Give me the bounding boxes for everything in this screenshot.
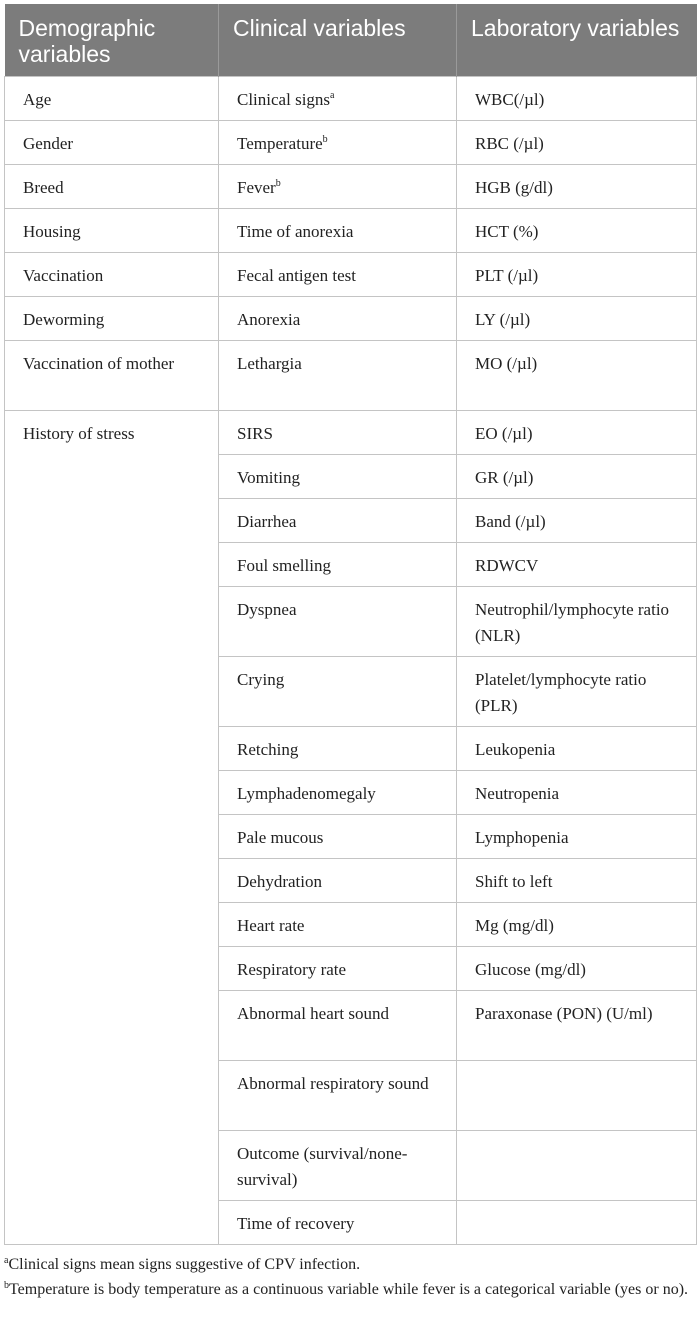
demographic-cell: Age — [5, 77, 219, 121]
clinical-cell: Lymphadenomegaly — [219, 771, 457, 815]
laboratory-cell: RDWCV — [457, 543, 697, 587]
demographic-cell: History of stress — [5, 411, 219, 1245]
laboratory-cell: Glucose (mg/dl) — [457, 947, 697, 991]
clinical-cell: Fecal antigen test — [219, 253, 457, 297]
laboratory-cell: PLT (/µl) — [457, 253, 697, 297]
clinical-cell: Pale mucous — [219, 815, 457, 859]
table-row — [5, 297, 697, 341]
laboratory-cell: Band (/µl) — [457, 499, 697, 543]
laboratory-cell: MO (/µl) — [457, 341, 697, 411]
clinical-cell-text: Clinical signs — [237, 90, 331, 109]
table-row — [5, 209, 697, 253]
table-footnotes — [4, 1253, 696, 1302]
clinical-cell: Time of anorexia — [219, 209, 457, 253]
header-clinical: Clinical variables — [219, 4, 457, 77]
laboratory-cell: HCT (%) — [457, 209, 697, 253]
footnote-text: Temperature is body temperature as a continuous variable while fever is a categorical variable (yes or no). — [9, 1281, 689, 1298]
clinical-cell: Outcome (survival/none-survival) — [219, 1131, 457, 1201]
clinical-cell — [219, 165, 457, 209]
footnote-mark: b — [275, 178, 281, 189]
clinical-cell: Diarrhea — [219, 499, 457, 543]
clinical-cell — [219, 77, 457, 121]
table-header-row — [5, 4, 697, 77]
clinical-cell: Heart rate — [219, 903, 457, 947]
header-demographic: Demographic variables — [5, 4, 219, 77]
demographic-cell: Vaccination — [5, 253, 219, 297]
table-row — [5, 165, 697, 209]
laboratory-cell-empty — [457, 1061, 697, 1131]
table-row — [5, 341, 697, 411]
laboratory-cell-empty — [457, 1131, 697, 1201]
demographic-cell: Gender — [5, 121, 219, 165]
clinical-cell: Respiratory rate — [219, 947, 457, 991]
laboratory-cell: Leukopenia — [457, 727, 697, 771]
laboratory-cell: Shift to left — [457, 859, 697, 903]
footnote-mark: b — [322, 134, 328, 145]
laboratory-cell: EO (/µl) — [457, 411, 697, 455]
demographic-cell: Deworming — [5, 297, 219, 341]
footnote-marker: b — [4, 1280, 9, 1291]
laboratory-cell: Paraxonase (PON) (U/ml) — [457, 991, 697, 1061]
clinical-cell: Abnormal heart sound — [219, 991, 457, 1061]
demographic-cell: Housing — [5, 209, 219, 253]
clinical-cell-text: Temperature — [237, 134, 323, 153]
laboratory-cell: Platelet/lymphocyte ratio (PLR) — [457, 657, 697, 727]
laboratory-cell: WBC(/µl) — [457, 77, 697, 121]
clinical-cell: Time of recovery — [219, 1201, 457, 1245]
table-row — [5, 77, 697, 121]
clinical-cell: Dehydration — [219, 859, 457, 903]
table-row — [5, 253, 697, 297]
clinical-cell-text: Fever — [237, 178, 276, 197]
table-row — [5, 121, 697, 165]
laboratory-cell: GR (/µl) — [457, 455, 697, 499]
clinical-cell: Anorexia — [219, 297, 457, 341]
clinical-cell: Retching — [219, 727, 457, 771]
demographic-cell: Breed — [5, 165, 219, 209]
laboratory-cell-empty — [457, 1201, 697, 1245]
footnote — [4, 1278, 690, 1302]
laboratory-cell: HGB (g/dl) — [457, 165, 697, 209]
footnote-marker: a — [4, 1255, 9, 1266]
laboratory-cell: Mg (mg/dl) — [457, 903, 697, 947]
clinical-cell: Foul smelling — [219, 543, 457, 587]
clinical-cell: Crying — [219, 657, 457, 727]
header-laboratory: Laboratory variables — [457, 4, 697, 77]
clinical-cell: Abnormal respiratory sound — [219, 1061, 457, 1131]
laboratory-cell: Neutropenia — [457, 771, 697, 815]
demographic-cell: Vaccination of mother — [5, 341, 219, 411]
clinical-cell: SIRS — [219, 411, 457, 455]
footnote-text: Clinical signs mean signs suggestive of CPV infection. — [8, 1256, 361, 1273]
variables-table-container — [4, 4, 696, 1303]
table-row — [5, 411, 697, 455]
footnote — [4, 1253, 690, 1277]
laboratory-cell: Neutrophil/lymphocyte ratio (NLR) — [457, 587, 697, 657]
laboratory-cell: LY (/µl) — [457, 297, 697, 341]
variables-table — [4, 4, 697, 1245]
clinical-cell: Lethargia — [219, 341, 457, 411]
clinical-cell — [219, 121, 457, 165]
laboratory-cell: RBC (/µl) — [457, 121, 697, 165]
clinical-cell: Dyspnea — [219, 587, 457, 657]
footnote-mark: a — [330, 90, 335, 101]
clinical-cell: Vomiting — [219, 455, 457, 499]
laboratory-cell: Lymphopenia — [457, 815, 697, 859]
